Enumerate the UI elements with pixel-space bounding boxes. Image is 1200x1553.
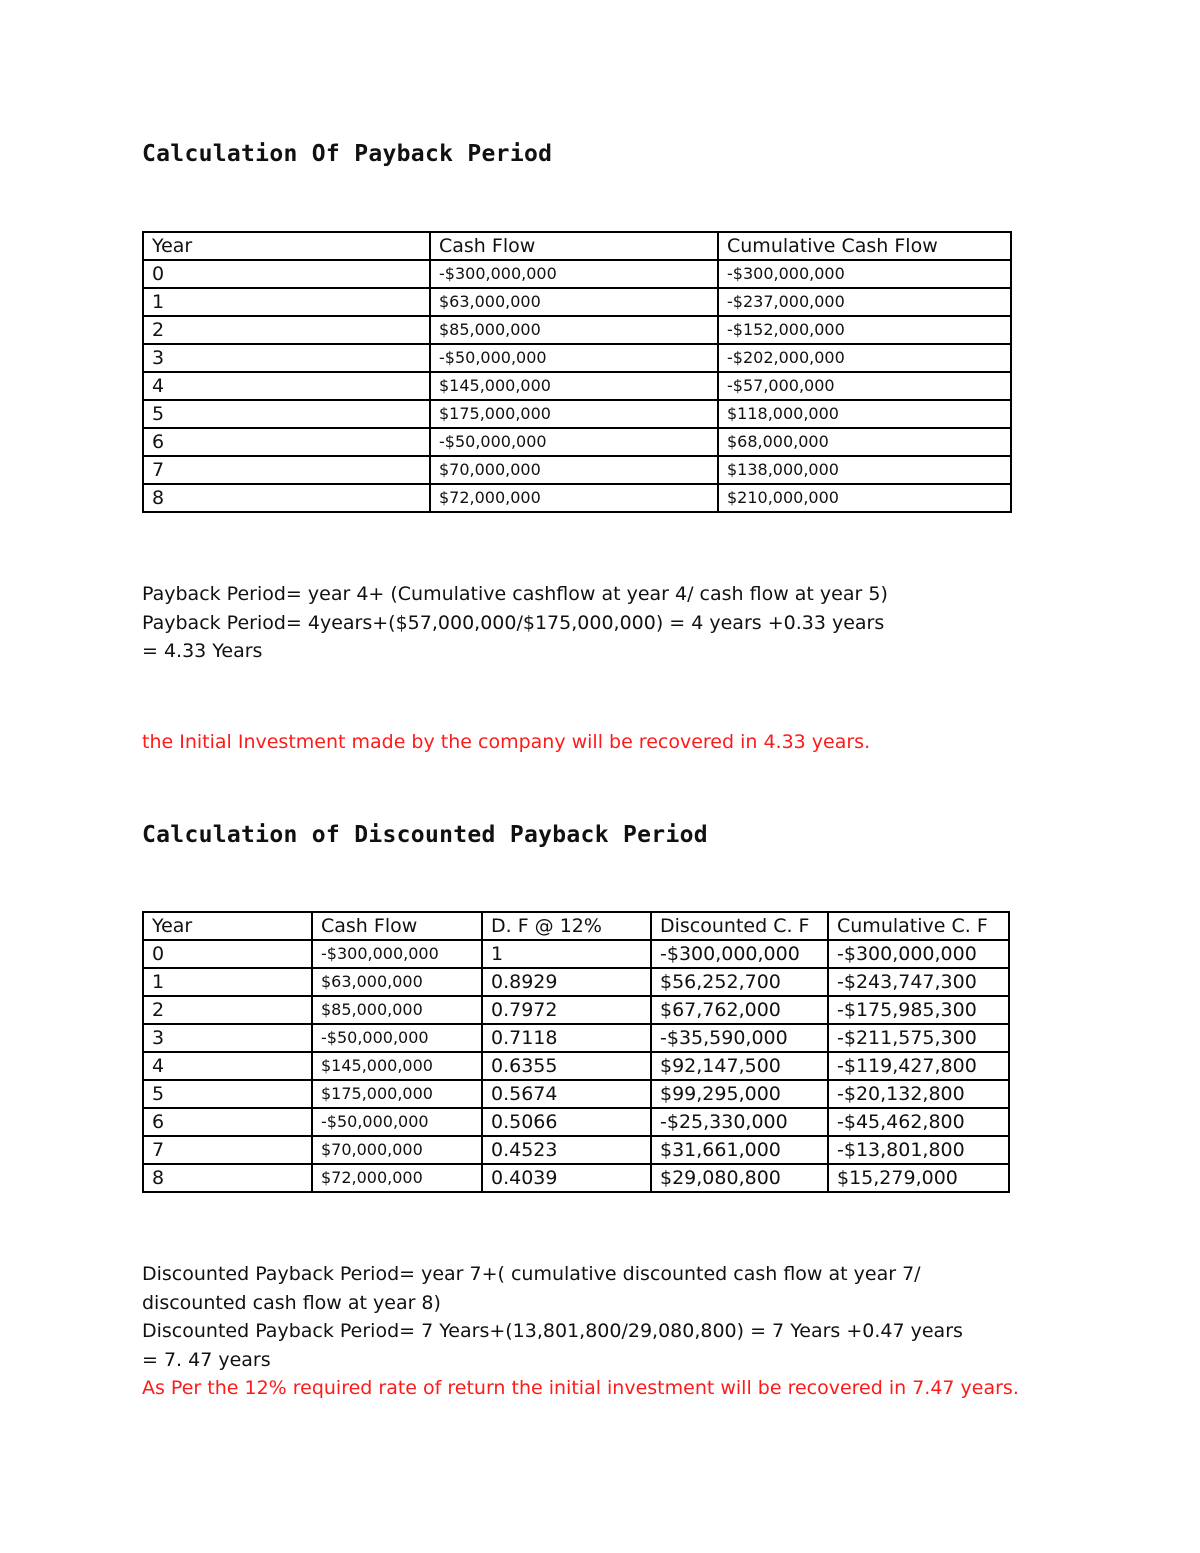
table-cell: -$211,575,300 [828,1024,1009,1052]
table-cell: $72,000,000 [430,484,718,512]
discounted-result-line: = 7. 47 years [142,1348,271,1371]
table-header-cell: Cumulative C. F [828,912,1009,940]
table-cell: $63,000,000 [312,968,482,996]
table-header-cell: Year [143,232,430,260]
table-cell: $118,000,000 [718,400,1011,428]
table-cell: $56,252,700 [651,968,828,996]
table-cell: 3 [143,344,430,372]
table-cell: $31,661,000 [651,1136,828,1164]
table-row [143,1080,1009,1108]
table-header-cell: Cumulative Cash Flow [718,232,1011,260]
table-row [143,316,1011,344]
discounted-payback-heading: Calculation of Discounted Payback Period [142,822,708,848]
table-cell: 2 [143,996,312,1024]
payback-conclusion: the Initial Investment made by the company will be recovered in 4.33 years. [142,731,871,753]
payback-formula-line: Payback Period= year 4+ (Cumulative cashflow at year 4/ cash flow at year 5) [142,583,888,605]
table-row [143,456,1011,484]
table-cell: 0.5066 [482,1108,651,1136]
table-cell: -$25,330,000 [651,1108,828,1136]
table-cell: -$50,000,000 [430,344,718,372]
table-row [143,1052,1009,1080]
table-cell: $138,000,000 [718,456,1011,484]
table-cell: -$45,462,800 [828,1108,1009,1136]
table-cell: 1 [143,968,312,996]
payback-period-heading: Calculation Of Payback Period [142,141,553,167]
payback-period-table [142,231,1012,513]
table-cell: -$57,000,000 [718,372,1011,400]
table-cell: -$300,000,000 [430,260,718,288]
table-cell: -$35,590,000 [651,1024,828,1052]
table-cell: 1 [482,940,651,968]
table-cell: -$50,000,000 [312,1108,482,1136]
discounted-formula-line-cont: discounted cash flow at year 8) [142,1291,441,1314]
table-row [143,484,1011,512]
table-cell: -$152,000,000 [718,316,1011,344]
table-cell: 4 [143,372,430,400]
table-row [143,1024,1009,1052]
table-header-cell: Year [143,912,312,940]
table-header-row [143,232,1011,260]
payback-period-calculation [142,580,1042,666]
table-header-cell: Cash Flow [312,912,482,940]
table-cell: $85,000,000 [312,996,482,1024]
table-cell: -$202,000,000 [718,344,1011,372]
table-cell: -$50,000,000 [312,1024,482,1052]
table-cell: -$13,801,800 [828,1136,1009,1164]
payback-result-line: = 4.33 Years [142,640,263,662]
table-cell: 8 [143,484,430,512]
table-cell: 0.7118 [482,1024,651,1052]
table-cell: $63,000,000 [430,288,718,316]
table-cell: $70,000,000 [312,1136,482,1164]
table-cell: -$300,000,000 [828,940,1009,968]
table-cell: 0.5674 [482,1080,651,1108]
table-cell: $68,000,000 [718,428,1011,456]
table-row [143,1164,1009,1192]
table-cell: 0.4523 [482,1136,651,1164]
table-header-row [143,912,1009,940]
table-cell: -$175,985,300 [828,996,1009,1024]
table-cell: 0 [143,260,430,288]
table-cell: 7 [143,1136,312,1164]
table-header-cell: Discounted C. F [651,912,828,940]
table-cell: 0.4039 [482,1164,651,1192]
table-row [143,288,1011,316]
table-cell: 0.8929 [482,968,651,996]
table-row [143,400,1011,428]
discounted-payback-conclusion: As Per the 12% required rate of return the initial investment will be recovered in 7.47 years. [142,1377,1019,1399]
table-cell: -$50,000,000 [430,428,718,456]
table-row [143,260,1011,288]
table-cell: $67,762,000 [651,996,828,1024]
table-header-cell: D. F @ 12% [482,912,651,940]
table-cell: 6 [143,1108,312,1136]
table-cell: $72,000,000 [312,1164,482,1192]
table-cell: 0.6355 [482,1052,651,1080]
table-cell: 0.7972 [482,996,651,1024]
table-cell: 8 [143,1164,312,1192]
table-cell: 6 [143,428,430,456]
table-row [143,428,1011,456]
table-cell: 0 [143,940,312,968]
table-cell: 5 [143,1080,312,1108]
table-cell: 7 [143,456,430,484]
table-cell: $70,000,000 [430,456,718,484]
table-cell: -$300,000,000 [718,260,1011,288]
table-cell: $145,000,000 [312,1052,482,1080]
table-header-cell: Cash Flow [430,232,718,260]
table-cell: -$300,000,000 [651,940,828,968]
discounted-payback-calculation [142,1260,1042,1403]
table-cell: -$243,747,300 [828,968,1009,996]
table-cell: $175,000,000 [312,1080,482,1108]
discounted-formula-line: Discounted Payback Period= year 7+( cumulative discounted cash flow at year 7/ [142,1263,921,1285]
table-row [143,1136,1009,1164]
table-row [143,940,1009,968]
table-cell: -$237,000,000 [718,288,1011,316]
table-cell: $29,080,800 [651,1164,828,1192]
table-row [143,1108,1009,1136]
table-cell: $175,000,000 [430,400,718,428]
discounted-substitution-line: Discounted Payback Period= 7 Years+(13,801,800/29,080,800) = 7 Years +0.47 years [142,1320,963,1342]
table-row [143,344,1011,372]
table-cell: -$119,427,800 [828,1052,1009,1080]
table-cell: 5 [143,400,430,428]
table-cell: 1 [143,288,430,316]
table-row [143,996,1009,1024]
table-cell: 2 [143,316,430,344]
table-cell: $210,000,000 [718,484,1011,512]
table-cell: $85,000,000 [430,316,718,344]
table-cell: -$300,000,000 [312,940,482,968]
table-cell: 3 [143,1024,312,1052]
table-row [143,372,1011,400]
table-cell: -$20,132,800 [828,1080,1009,1108]
table-cell: $99,295,000 [651,1080,828,1108]
table-cell: $92,147,500 [651,1052,828,1080]
table-cell: 4 [143,1052,312,1080]
table-row [143,968,1009,996]
discounted-payback-table [142,911,1010,1193]
table-cell: $15,279,000 [828,1164,1009,1192]
table-cell: $145,000,000 [430,372,718,400]
payback-substitution-line: Payback Period= 4years+($57,000,000/$175,000,000) = 4 years +0.33 years [142,611,885,634]
